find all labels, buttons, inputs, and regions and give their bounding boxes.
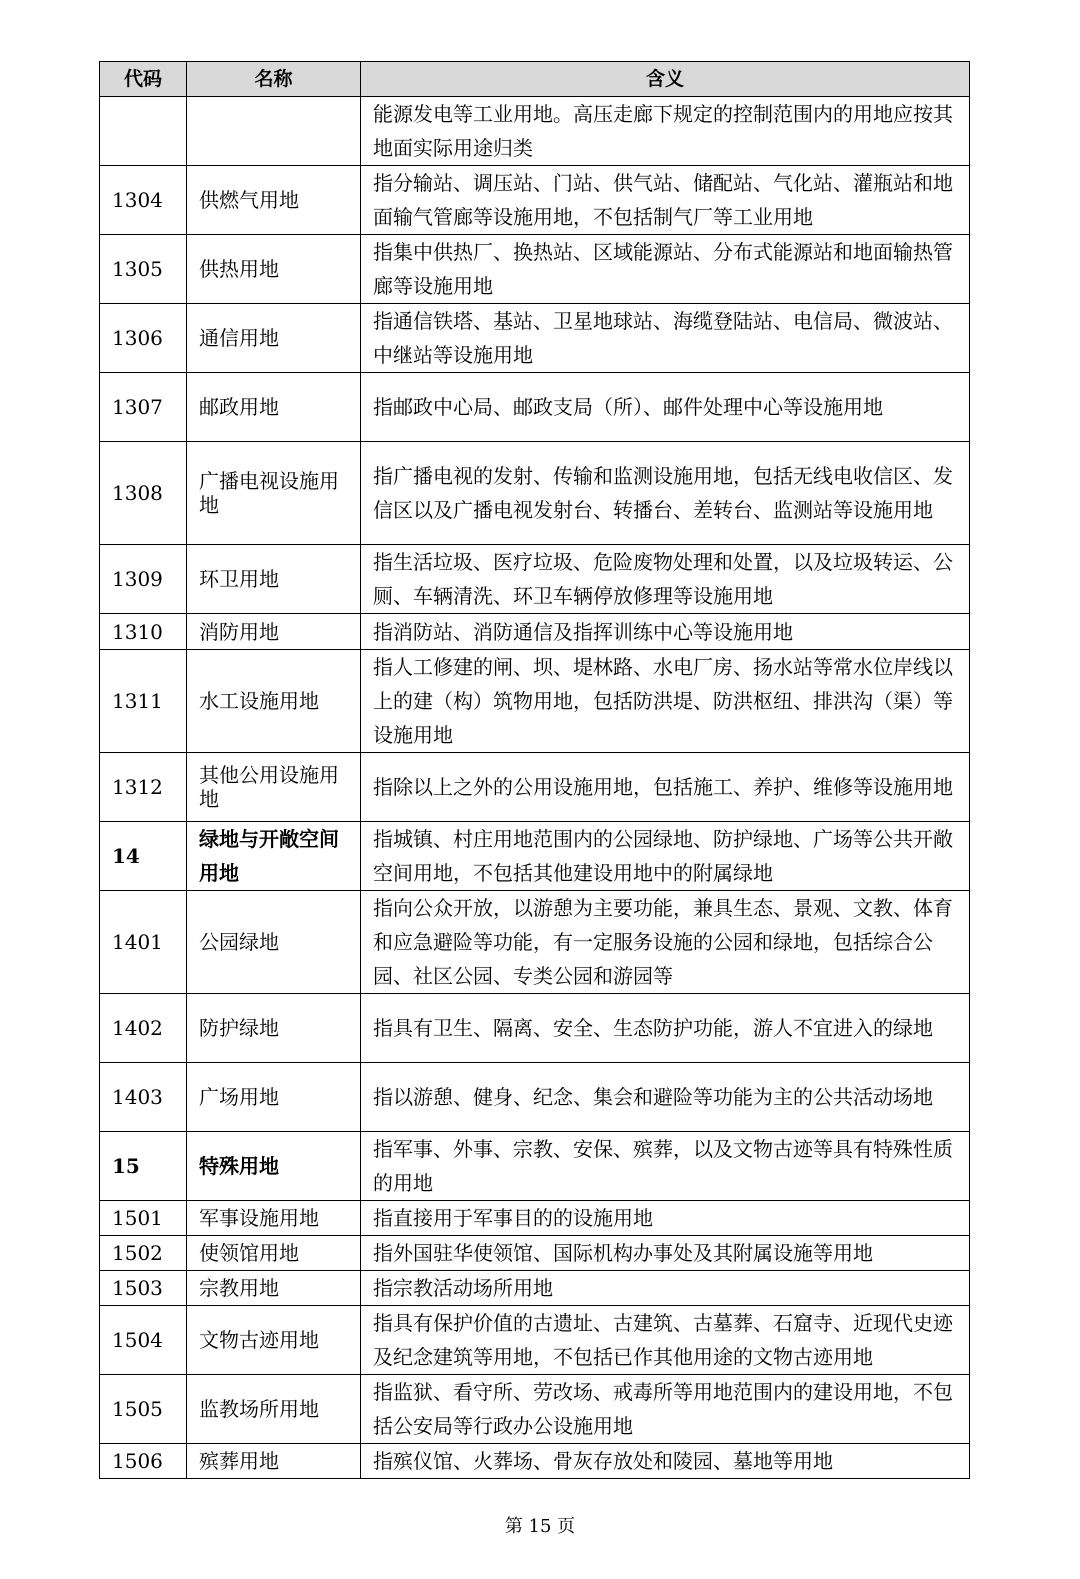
table-row	[100, 373, 970, 442]
code-cell: 1505	[100, 1375, 187, 1444]
name-cell: 供热用地	[187, 235, 361, 304]
meaning-cell: 能源发电等工业用地。高压走廊下规定的控制范围内的用地应按其地面实际用途归类	[361, 97, 970, 166]
name-cell: 广播电视设施用地	[187, 442, 361, 545]
header-name: 名称	[187, 62, 361, 97]
meaning-cell: 指殡仪馆、火葬场、骨灰存放处和陵园、墓地等用地	[361, 1444, 970, 1479]
meaning-cell: 指具有保护价值的古遗址、古建筑、古墓葬、石窟寺、近现代史迹及纪念建筑等用地，不包括已作其他用途的文物古迹用地	[361, 1306, 970, 1375]
code-cell: 1305	[100, 235, 187, 304]
code-cell: 1501	[100, 1201, 187, 1236]
name-cell: 殡葬用地	[187, 1444, 361, 1479]
meaning-cell: 指生活垃圾、医疗垃圾、危险废物处理和处置，以及垃圾转运、公厕、车辆清洗、环卫车辆停放修理等设施用地	[361, 545, 970, 614]
name-cell	[187, 97, 361, 166]
table-row	[100, 994, 970, 1063]
meaning-cell: 指城镇、村庄用地范围内的公园绿地、防护绿地、广场等公共开敞空间用地，不包括其他建设用地中的附属绿地	[361, 822, 970, 891]
code-cell: 1403	[100, 1063, 187, 1132]
table-row	[100, 442, 970, 545]
table-row	[100, 1236, 970, 1271]
table-row	[100, 650, 970, 753]
name-cell: 通信用地	[187, 304, 361, 373]
code-cell: 1402	[100, 994, 187, 1063]
table-row	[100, 97, 970, 166]
name-cell: 广场用地	[187, 1063, 361, 1132]
table-header-row	[100, 62, 970, 97]
table-row	[100, 1063, 970, 1132]
name-cell: 文物古迹用地	[187, 1306, 361, 1375]
meaning-cell: 指军事、外事、宗教、安保、殡葬，以及文物古迹等具有特殊性质的用地	[361, 1132, 970, 1201]
meaning-cell: 指除以上之外的公用设施用地，包括施工、养护、维修等设施用地	[361, 753, 970, 822]
name-cell: 邮政用地	[187, 373, 361, 442]
page-number: 第 15 页	[504, 1516, 576, 1537]
code-cell: 15	[100, 1132, 187, 1201]
code-cell: 1312	[100, 753, 187, 822]
code-cell: 1307	[100, 373, 187, 442]
name-cell: 使领馆用地	[187, 1236, 361, 1271]
table-row	[100, 1271, 970, 1306]
name-cell: 防护绿地	[187, 994, 361, 1063]
table-row	[100, 166, 970, 235]
code-cell: 1502	[100, 1236, 187, 1271]
code-cell: 14	[100, 822, 187, 891]
name-cell: 水工设施用地	[187, 650, 361, 753]
header-code: 代码	[100, 62, 187, 97]
code-cell: 1503	[100, 1271, 187, 1306]
table-row	[100, 235, 970, 304]
table-row	[100, 1444, 970, 1479]
code-cell: 1308	[100, 442, 187, 545]
name-cell: 监教场所用地	[187, 1375, 361, 1444]
header-meaning: 含义	[361, 62, 970, 97]
name-cell: 宗教用地	[187, 1271, 361, 1306]
name-cell: 绿地与开敞空间用地	[187, 822, 361, 891]
name-cell: 公园绿地	[187, 891, 361, 994]
table-row	[100, 1375, 970, 1444]
meaning-cell: 指具有卫生、隔离、安全、生态防护功能，游人不宜进入的绿地	[361, 994, 970, 1063]
meaning-cell: 指分输站、调压站、门站、供气站、储配站、气化站、灌瓶站和地面输气管廊等设施用地，不包括制气厂等工业用地	[361, 166, 970, 235]
name-cell: 军事设施用地	[187, 1201, 361, 1236]
meaning-cell: 指邮政中心局、邮政支局（所）、邮件处理中心等设施用地	[361, 373, 970, 442]
name-cell: 环卫用地	[187, 545, 361, 614]
code-cell: 1306	[100, 304, 187, 373]
meaning-cell: 指宗教活动场所用地	[361, 1271, 970, 1306]
meaning-cell: 指以游憩、健身、纪念、集会和避险等功能为主的公共活动场地	[361, 1063, 970, 1132]
code-cell: 1311	[100, 650, 187, 753]
table-row	[100, 822, 970, 891]
meaning-cell: 指通信铁塔、基站、卫星地球站、海缆登陆站、电信局、微波站、中继站等设施用地	[361, 304, 970, 373]
meaning-cell: 指直接用于军事目的的设施用地	[361, 1201, 970, 1236]
table-row	[100, 545, 970, 614]
code-cell: 1310	[100, 614, 187, 650]
name-cell: 其他公用设施用地	[187, 753, 361, 822]
name-cell: 特殊用地	[187, 1132, 361, 1201]
table-row	[100, 753, 970, 822]
table-body	[100, 97, 970, 1479]
code-cell: 1304	[100, 166, 187, 235]
table-row	[100, 614, 970, 650]
table-row	[100, 891, 970, 994]
meaning-cell: 指集中供热厂、换热站、区域能源站、分布式能源站和地面输热管廊等设施用地	[361, 235, 970, 304]
meaning-cell: 指消防站、消防通信及指挥训练中心等设施用地	[361, 614, 970, 650]
table-row	[100, 1201, 970, 1236]
name-cell: 供燃气用地	[187, 166, 361, 235]
meaning-cell: 指广播电视的发射、传输和监测设施用地，包括无线电收信区、发信区以及广播电视发射台、转播台、差转台、监测站等设施用地	[361, 442, 970, 545]
code-cell: 1504	[100, 1306, 187, 1375]
meaning-cell: 指监狱、看守所、劳改场、戒毒所等用地范围内的建设用地，不包括公安局等行政办公设施用地	[361, 1375, 970, 1444]
code-cell: 1401	[100, 891, 187, 994]
table-row	[100, 1306, 970, 1375]
name-cell: 消防用地	[187, 614, 361, 650]
table-row	[100, 304, 970, 373]
meaning-cell: 指人工修建的闸、坝、堤林路、水电厂房、扬水站等常水位岸线以上的建（构）筑物用地，包括防洪堤、防洪枢纽、排洪沟（渠）等设施用地	[361, 650, 970, 753]
table-row	[100, 1132, 970, 1201]
meaning-cell: 指外国驻华使领馆、国际机构办事处及其附属设施等用地	[361, 1236, 970, 1271]
meaning-cell: 指向公众开放，以游憩为主要功能，兼具生态、景观、文教、体育和应急避险等功能，有一定服务设施的公园和绿地，包括综合公园、社区公园、专类公园和游园等	[361, 891, 970, 994]
code-cell	[100, 97, 187, 166]
code-cell: 1309	[100, 545, 187, 614]
code-cell: 1506	[100, 1444, 187, 1479]
land-use-table	[99, 61, 970, 1479]
